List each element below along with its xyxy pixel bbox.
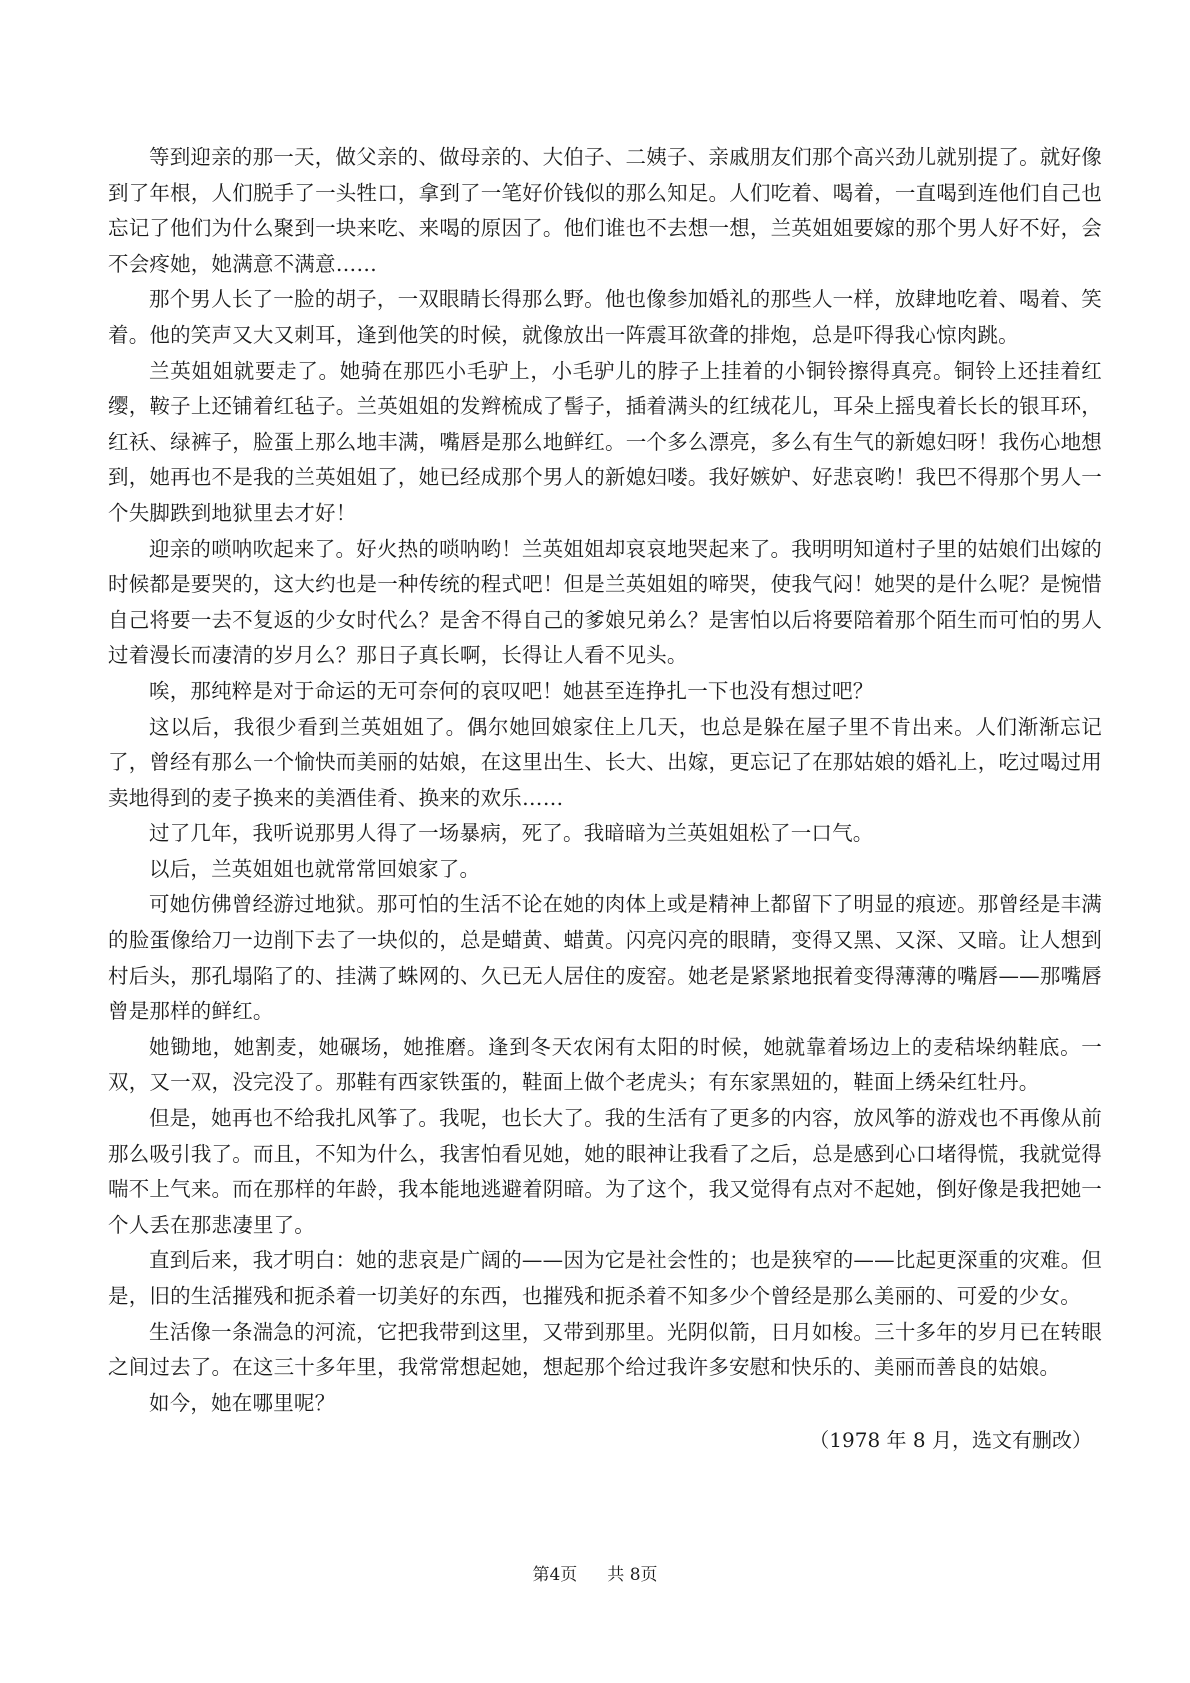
paragraph: 等到迎亲的那一天，做父亲的、做母亲的、大伯子、二姨子、亲戚朋友们那个高兴劲儿就别提了。就好像到了年根，人们脱手了一头牲口，拿到了一笔好价钱似的那么知足。人们吃着、喝着，一直喝到连他们自己也忘记了他们为什么聚到一块来吃、来喝的原因了。他们谁也不去想一想，兰英姐姐要嫁的那个男人好不好，会不会疼她，她满意不满意……	[108, 145, 1102, 276]
paragraph: 迎亲的唢呐吹起来了。好火热的唢呐哟！兰英姐姐却哀哀地哭起来了。我明明知道村子里的姑娘们出嫁的时候都是要哭的，这大约也是一种传统的程式吧！但是兰英姐姐的啼哭，使我气闷！她哭的是什么呢？是惋惜自己将要一去不复返的少女时代么？是舍不得自己的爹娘兄弟么？是害怕以后将要陪着那个陌生而可怕的男人过着漫长而凄清的岁月么？那日子真长啊，长得让人看不见头。	[108, 536, 1102, 668]
paragraph: 她锄地，她割麦，她碾场，她推磨。逢到冬天农闲有太阳的时候，她就靠着场边上的麦秸垛纳鞋底。一双，又一双，没完没了。那鞋有西家铁蛋的，鞋面上做个老虎头；有东家黑妞的，鞋面上绣朵红牡丹。	[108, 1034, 1102, 1095]
paragraph: 如今，她在哪里呢？	[149, 1390, 336, 1415]
page-number: 第4页	[532, 1565, 578, 1585]
paragraph: 以后，兰英姐姐也就常常回娘家了。	[149, 856, 481, 881]
paragraph: 可她仿佛曾经游过地狱。那可怕的生活不论在她的肉体上或是精神上都留下了明显的痕迹。那曾经是丰满的脸蛋像给刀一边削下去了一块似的，总是蜡黄、蜡黄。闪亮闪亮的眼睛，变得又黑、又深、又暗。让人想到村后头，那孔塌陷了的、挂满了蛛网的、久已无人居住的废窑。她老是紧紧地抿着变得薄薄的嘴唇——那嘴唇曾是那样的鲜红。	[108, 892, 1102, 1024]
source-note: （1978 年 8 月，选文有删改）	[809, 1428, 1092, 1453]
paragraph: 直到后来，我才明白：她的悲哀是广阔的——因为它是社会性的；也是狭窄的——比起更深重的灾难。但是，旧的生活摧残和扼杀着一切美好的东西，也摧残和扼杀着不知多少个曾经是那么美丽的、可爱的少女。	[108, 1248, 1102, 1308]
paragraph: 但是，她再也不给我扎风筝了。我呢，也长大了。我的生活有了更多的内容，放风筝的游戏也不再像从前那么吸引我了。而且，不知为什么，我害怕看见她，她的眼神让我看了之后，总是感到心口堵得慌，我就觉得喘不上气来。而在那样的年龄，我本能地逃避着阴暗。为了这个，我又觉得有点对不起她，倒好像是我把她一个人丢在那悲凄里了。	[108, 1106, 1102, 1237]
paragraph: 生活像一条湍急的河流，它把我带到这里，又带到那里。光阴似箭，日月如梭。三十多年的岁月已在转眼之间过去了。在这三十多年里，我常常想起她，想起那个给过我许多安慰和快乐的、美丽而善良的姑娘。	[108, 1319, 1102, 1380]
page-footer	[0, 1563, 1190, 1587]
page-total: 共 8页	[607, 1565, 658, 1585]
paragraph: 兰英姐姐就要走了。她骑在那匹小毛驴上，小毛驴儿的脖子上挂着的小铜铃擦得真亮。铜铃上还挂着红缨，鞍子上还铺着红毡子。兰英姐姐的发辫梳成了髻子，插着满头的红绒花儿，耳朵上摇曳着长长的银耳环，红袄、绿裤子，脸蛋上那么地丰满，嘴唇是那么地鲜红。一个多么漂亮，多么有生气的新媳妇呀！我伤心地想到，她再也不是我的兰英姐姐了，她已经成那个男人的新媳妇喽。我好嫉妒、好悲哀哟！我巴不得那个男人一个失脚跌到地狱里去才好！	[108, 358, 1102, 525]
paragraph: 唉，那纯粹是对于命运的无可奈何的哀叹吧！她甚至连挣扎一下也没有想过吧？	[149, 678, 874, 703]
paragraph: 过了几年，我听说那男人得了一场暴病，死了。我暗暗为兰英姐姐松了一口气。	[149, 821, 874, 846]
article-body	[108, 140, 1102, 1459]
paragraph: 那个男人长了一脸的胡子，一双眼睛长得那么野。他也像参加婚礼的那些人一样，放肆地吃着、喝着、笑着。他的笑声又大又刺耳，逢到他笑的时候，就像放出一阵震耳欲聋的排炮，总是吓得我心惊肉跳。	[108, 287, 1102, 347]
paragraph: 这以后，我很少看到兰英姐姐了。偶尔她回娘家住上几天，也总是躲在屋子里不肯出来。人们渐渐忘记了，曾经有那么一个愉快而美丽的姑娘，在这里出生、长大、出嫁，更忘记了在那姑娘的婚礼上，吃过喝过用卖地得到的麦子换来的美酒佳肴、换来的欢乐……	[108, 714, 1102, 810]
